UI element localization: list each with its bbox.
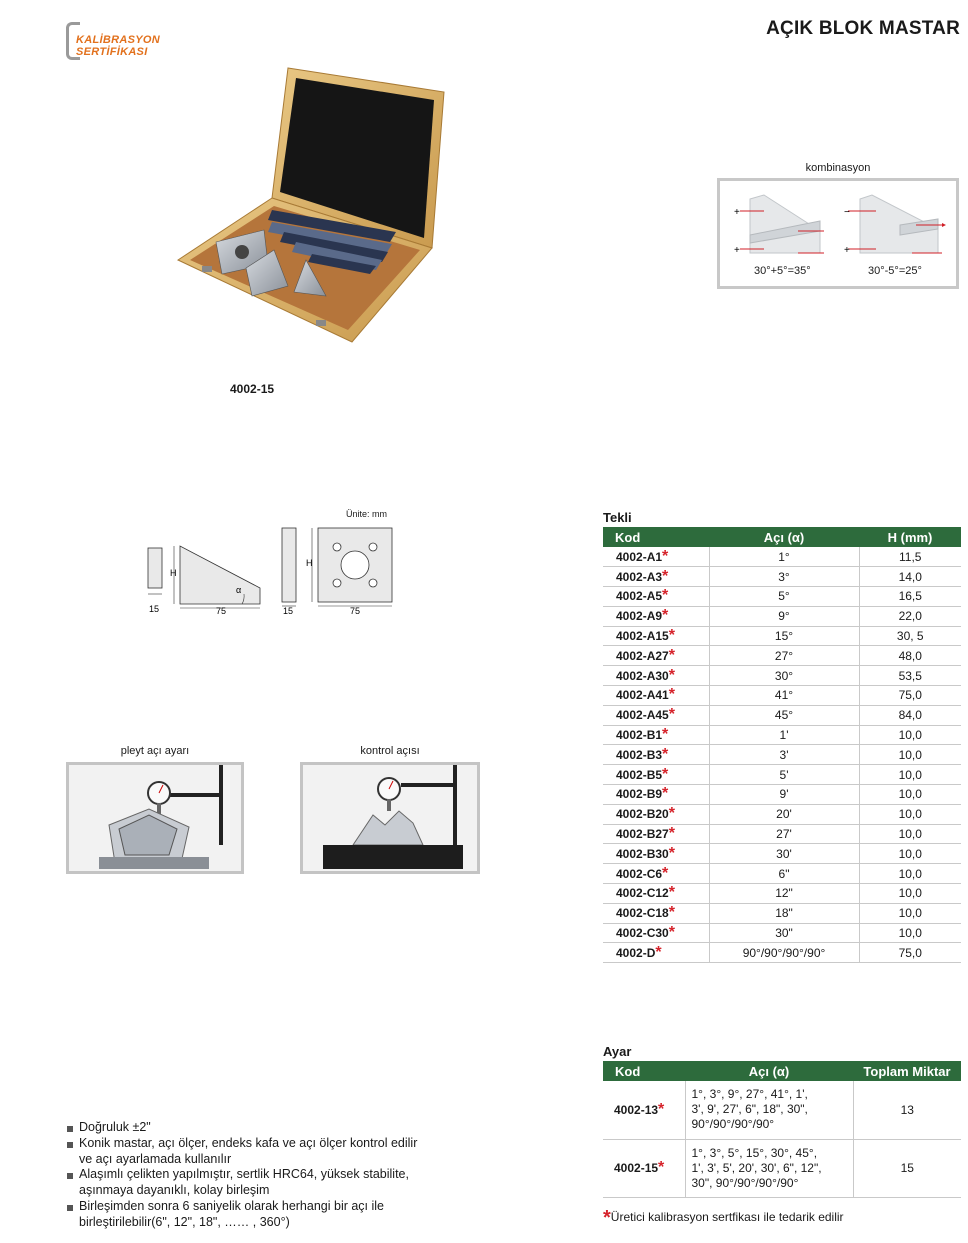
tekli-code-cell xyxy=(603,626,709,646)
tekli-code: 4002-C30 xyxy=(616,926,669,941)
tekli-angle: 3° xyxy=(709,567,859,587)
svg-text:+: + xyxy=(734,207,740,218)
tekli-code: 4002-B30 xyxy=(616,846,669,861)
dim-75-b: 75 xyxy=(350,606,361,616)
tekli-row xyxy=(603,824,961,844)
tekli-angle: 30' xyxy=(709,844,859,864)
tekli-height: 14,0 xyxy=(859,567,961,587)
ayar-header-total: Toplam Miktar xyxy=(853,1061,961,1081)
calibration-star-icon: * xyxy=(668,884,675,902)
tekli-code-cell xyxy=(603,884,709,904)
tekli-header-kod: Kod xyxy=(603,527,709,547)
calibration-star-icon: * xyxy=(658,1159,665,1176)
tekli-row xyxy=(603,705,961,725)
calibration-star-icon: * xyxy=(668,627,675,645)
feature-list xyxy=(66,1120,426,1231)
tekli-height: 10,0 xyxy=(859,745,961,765)
tekli-code: 4002-A41 xyxy=(616,688,669,703)
tekli-code-cell xyxy=(603,864,709,884)
tekli-height: 48,0 xyxy=(859,646,961,666)
tekli-code: 4002-A9 xyxy=(616,609,663,624)
photo-plate-angle-setup xyxy=(66,762,244,874)
tekli-header-height: H (mm) xyxy=(859,527,961,547)
dim-15-b: 15 xyxy=(283,606,294,616)
ayar-header-row xyxy=(603,1061,961,1081)
tekli-row xyxy=(603,765,961,785)
tekli-height: 10,0 xyxy=(859,864,961,884)
tekli-row xyxy=(603,725,961,745)
tekli-row xyxy=(603,567,961,587)
tekli-angle: 5° xyxy=(709,587,859,607)
calibration-star-icon: * xyxy=(662,726,669,744)
calibration-star-icon: * xyxy=(662,765,669,783)
page-title: AÇIK BLOK MASTAR xyxy=(766,18,960,39)
tekli-code: 4002-B9 xyxy=(616,787,663,802)
ayar-code-cell xyxy=(603,1139,685,1197)
logo-line-2: SERTİFİKASI xyxy=(76,46,148,58)
ayar-angle-line: 1', 3', 5', 20', 30', 6", 12", xyxy=(691,1160,822,1175)
calibration-star-icon: * xyxy=(668,825,675,843)
h-label-a: H xyxy=(170,568,177,578)
calibration-star-icon: * xyxy=(668,844,675,862)
calibration-star-icon: * xyxy=(662,567,669,585)
tekli-code: 4002-B3 xyxy=(616,747,663,762)
ayar-table xyxy=(603,1061,961,1198)
ayar-code: 4002-15 xyxy=(614,1161,659,1175)
tekli-code: 4002-A30 xyxy=(616,668,669,683)
calibration-star-icon: * xyxy=(662,547,669,565)
tekli-code: 4002-A27 xyxy=(616,648,669,663)
logo-line-1: KALİBRASYON xyxy=(76,34,160,46)
tekli-row xyxy=(603,666,961,686)
calibration-star-icon: * xyxy=(668,706,675,724)
ayar-code: 4002-13 xyxy=(614,1102,659,1117)
ayar-header-angle: Açı (α) xyxy=(685,1061,853,1081)
tekli-code: 4002-A15 xyxy=(616,629,669,644)
tekli-height: 10,0 xyxy=(859,725,961,745)
tekli-height: 10,0 xyxy=(859,765,961,785)
combination-diagram xyxy=(717,178,959,289)
combination-label: kombinasyon xyxy=(805,162,871,174)
tekli-height: 75,0 xyxy=(859,686,961,706)
tekli-header-angle: Açı (α) xyxy=(709,527,859,547)
tekli-code: 4002-B20 xyxy=(616,807,669,822)
h-label-b: H xyxy=(306,558,313,568)
calibration-star-icon: * xyxy=(668,904,675,922)
tekli-header-row xyxy=(603,527,961,547)
calibration-star-icon: * xyxy=(668,686,675,704)
tekli-angle: 30° xyxy=(709,666,859,686)
alpha-label: α xyxy=(236,585,242,595)
dimension-drawing xyxy=(140,520,410,620)
photo-label-plate: pleyt açı ayarı xyxy=(120,745,190,757)
tekli-code-cell xyxy=(603,824,709,844)
calibration-star-icon: * xyxy=(655,943,662,961)
calibration-star-icon: * xyxy=(668,646,675,664)
ayar-angles xyxy=(685,1139,853,1197)
calibration-star-icon: * xyxy=(658,1100,665,1118)
tekli-height: 22,0 xyxy=(859,606,961,626)
tekli-height: 10,0 xyxy=(859,844,961,864)
tekli-angle: 90°/90°/90°/90° xyxy=(709,943,859,963)
unit-label: Ünite: mm xyxy=(346,509,388,519)
tekli-height: 10,0 xyxy=(859,884,961,904)
tekli-code: 4002-B27 xyxy=(616,827,669,842)
footnote-text: Üretici kalibrasyon sertfikası ile tedarik edilir xyxy=(610,1210,844,1224)
photo-label-check: kontrol açısı xyxy=(360,745,420,757)
ayar-angle-line: 90°/90°/90°/90° xyxy=(691,1117,775,1132)
dim-15-a: 15 xyxy=(149,604,160,614)
tekli-row xyxy=(603,606,961,626)
tekli-code-cell xyxy=(603,745,709,765)
tekli-angle: 27' xyxy=(709,824,859,844)
tekli-code-cell xyxy=(603,804,709,824)
tekli-angle: 18" xyxy=(709,903,859,923)
ayar-angle-line: 30", 90°/90°/90°/90° xyxy=(691,1175,799,1190)
tekli-angle: 20' xyxy=(709,804,859,824)
svg-text:−: − xyxy=(844,207,850,218)
svg-text:+: + xyxy=(734,245,740,256)
tekli-code: 4002-A3 xyxy=(616,569,663,584)
tekli-code: 4002-B1 xyxy=(616,728,663,743)
tekli-row xyxy=(603,646,961,666)
ayar-angle-line: 1°, 3°, 5°, 15°, 30°, 45°, xyxy=(691,1145,818,1160)
tekli-code: 4002-A5 xyxy=(616,589,663,604)
tekli-angle: 45° xyxy=(709,705,859,725)
feature-item: Konik mastar, açı ölçer, endeks kafa ve açı ölçer kontrol edilir ve açı ayarlamada kullanılır xyxy=(66,1136,426,1168)
tekli-row xyxy=(603,864,961,884)
tekli-height: 30, 5 xyxy=(859,626,961,646)
feature-item: Alaşımlı çelikten yapılmıştır, sertlik HRC64, yüksek stabilite, aşınmaya dayanıklı, kolay birleşim xyxy=(66,1167,426,1199)
tekli-section-title: Tekli xyxy=(603,510,632,525)
photo-check-angle xyxy=(300,762,480,874)
combination-blocks-drawing xyxy=(720,181,956,261)
tekli-row xyxy=(603,903,961,923)
tekli-angle: 5' xyxy=(709,765,859,785)
tekli-row xyxy=(603,686,961,706)
tekli-code-cell xyxy=(603,705,709,725)
tekli-row xyxy=(603,785,961,805)
tekli-code: 4002-A45 xyxy=(616,708,669,723)
footnote-star: * xyxy=(603,1207,611,1229)
tekli-angle: 12" xyxy=(709,884,859,904)
tekli-code-cell xyxy=(603,567,709,587)
tekli-code-cell xyxy=(603,785,709,805)
tekli-row xyxy=(603,923,961,943)
tekli-code-cell xyxy=(603,547,709,567)
tekli-angle: 9° xyxy=(709,606,859,626)
tekli-height: 11,5 xyxy=(859,547,961,567)
ayar-row xyxy=(603,1081,961,1139)
tekli-code: 4002-C6 xyxy=(616,866,663,881)
calibration-star-icon: * xyxy=(662,587,669,605)
svg-text:+: + xyxy=(844,245,850,256)
tekli-angle: 30" xyxy=(709,923,859,943)
product-case-image xyxy=(176,60,452,350)
tekli-angle: 1° xyxy=(709,547,859,567)
calibration-star-icon: * xyxy=(662,785,669,803)
ayar-qty: 13 xyxy=(853,1081,961,1139)
calibration-star-icon: * xyxy=(662,745,669,763)
tekli-code-cell xyxy=(603,606,709,626)
tekli-height: 75,0 xyxy=(859,943,961,963)
tekli-row xyxy=(603,844,961,864)
check-angle-illustration xyxy=(303,765,477,871)
tekli-height: 84,0 xyxy=(859,705,961,725)
calibration-star-icon: * xyxy=(668,805,675,823)
ayar-angle-line: 1°, 3°, 9°, 27°, 41°, 1', xyxy=(691,1087,808,1102)
tekli-code-cell xyxy=(603,943,709,963)
tekli-code-cell xyxy=(603,725,709,745)
tekli-code: 4002-A1 xyxy=(616,549,663,564)
tekli-height: 10,0 xyxy=(859,903,961,923)
calibration-star-icon: * xyxy=(668,924,675,942)
tekli-code-cell xyxy=(603,903,709,923)
ayar-qty: 15 xyxy=(853,1139,961,1197)
calibration-certificate-logo xyxy=(66,22,196,62)
ayar-angles xyxy=(685,1081,853,1139)
logo-text xyxy=(76,34,160,58)
tekli-row xyxy=(603,804,961,824)
ayar-code-cell xyxy=(603,1081,685,1139)
tekli-angle: 27° xyxy=(709,646,859,666)
tekli-code-cell xyxy=(603,686,709,706)
tekli-code-cell xyxy=(603,666,709,686)
tekli-angle: 3' xyxy=(709,745,859,765)
feature-item: Doğruluk ±2" xyxy=(66,1120,426,1136)
calibration-star-icon: * xyxy=(668,666,675,684)
ayar-angle-line: 3', 9', 27', 6", 18", 30", xyxy=(691,1102,808,1117)
plate-setup-illustration xyxy=(69,765,241,871)
calibration-star-icon: * xyxy=(662,607,669,625)
tekli-angle: 41° xyxy=(709,686,859,706)
tekli-angle: 6" xyxy=(709,864,859,884)
dim-75-a: 75 xyxy=(216,606,227,616)
tekli-row xyxy=(603,884,961,904)
tekli-row xyxy=(603,626,961,646)
ayar-row xyxy=(603,1139,961,1197)
product-code-label: 4002-15 xyxy=(230,382,275,396)
footnote xyxy=(603,1207,844,1229)
tekli-code-cell xyxy=(603,646,709,666)
tekli-row xyxy=(603,745,961,765)
tekli-row xyxy=(603,587,961,607)
tekli-code: 4002-D xyxy=(616,945,656,960)
combination-caption-difference: 30°-5°=25° xyxy=(868,265,922,277)
tekli-height: 10,0 xyxy=(859,824,961,844)
tekli-code: 4002-C12 xyxy=(616,886,669,901)
ayar-header-kod: Kod xyxy=(603,1061,685,1081)
tekli-height: 10,0 xyxy=(859,785,961,805)
combination-caption-sum: 30°+5°=35° xyxy=(754,265,811,277)
ayar-section-title: Ayar xyxy=(603,1044,632,1059)
tekli-table xyxy=(603,527,961,963)
tekli-code: 4002-B5 xyxy=(616,767,663,782)
tekli-code-cell xyxy=(603,844,709,864)
tekli-row xyxy=(603,943,961,963)
tekli-code-cell xyxy=(603,765,709,785)
calibration-star-icon: * xyxy=(662,864,669,882)
tekli-code-cell xyxy=(603,587,709,607)
tekli-height: 53,5 xyxy=(859,666,961,686)
tekli-code: 4002-C18 xyxy=(616,906,669,921)
tekli-code-cell xyxy=(603,923,709,943)
tekli-height: 10,0 xyxy=(859,923,961,943)
tekli-angle: 15° xyxy=(709,626,859,646)
feature-item: Birleşimden sonra 6 saniyelik olarak herhangi bir açı ile birleştirilebilir(6", 12", 18", …… , 360°) xyxy=(66,1199,426,1231)
tekli-angle: 9' xyxy=(709,785,859,805)
tekli-angle: 1' xyxy=(709,725,859,745)
tekli-height: 16,5 xyxy=(859,587,961,607)
tekli-height: 10,0 xyxy=(859,804,961,824)
tekli-row xyxy=(603,547,961,567)
